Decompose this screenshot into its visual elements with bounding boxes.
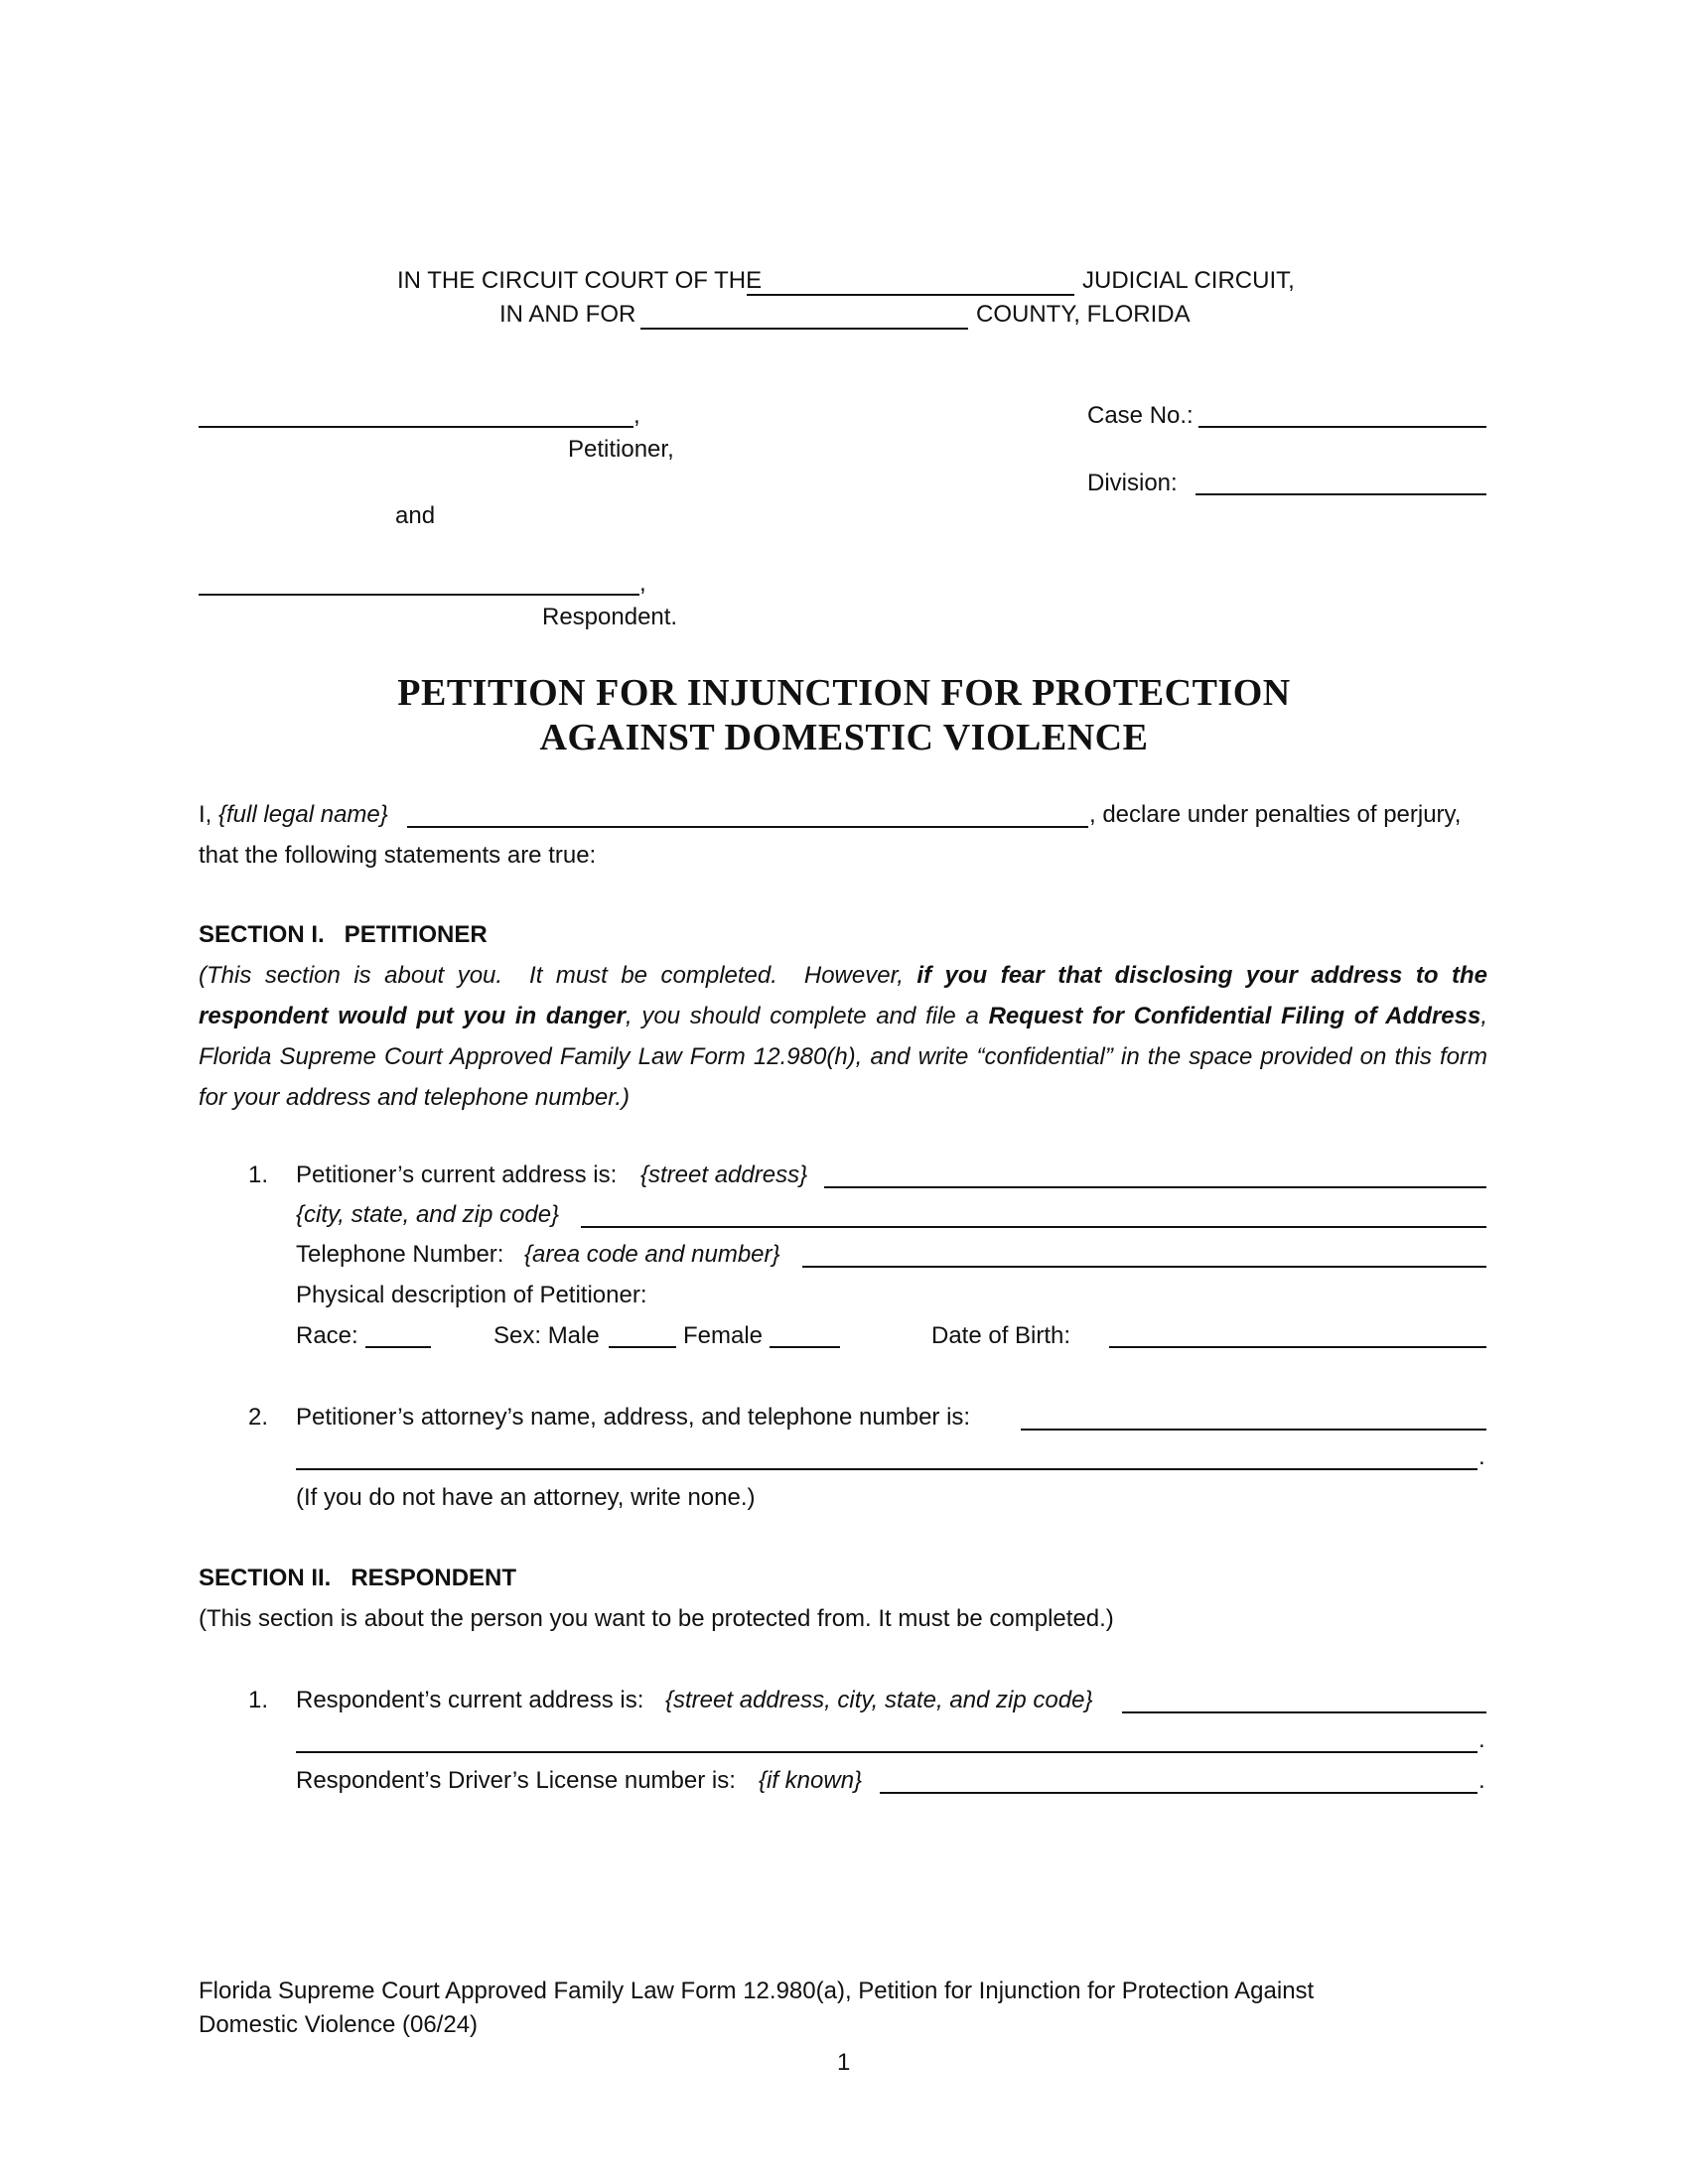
race-label: Race: <box>296 1322 358 1349</box>
judicial-circuit-field[interactable] <box>747 294 1074 296</box>
section2-item1-number: 1. <box>248 1687 269 1713</box>
petitioner-name-field[interactable] <box>199 426 633 428</box>
division-field[interactable] <box>1196 493 1486 495</box>
form-title-line2: AGAINST DOMESTIC VIOLENCE <box>539 717 1149 758</box>
female-label: Female <box>683 1322 764 1349</box>
attorney-note: (If you do not have an attorney, write none.) <box>296 1484 756 1511</box>
caption-court-suffix: JUDICIAL CIRCUIT, <box>1082 267 1295 294</box>
section1-intro-c: , you should complete and file a <box>625 1003 989 1029</box>
petitioner-city-state-zip-field[interactable] <box>581 1226 1486 1228</box>
case-no-label: Case No.: <box>1087 402 1194 429</box>
attorney-period: . <box>1478 1443 1485 1470</box>
petitioner-label: Petitioner, <box>568 436 674 463</box>
caption-court-prefix: IN THE CIRCUIT COURT OF THE <box>397 267 763 294</box>
caption-county-suffix: COUNTY, FLORIDA <box>976 301 1191 328</box>
section2-heading: SECTION II. RESPONDENT <box>199 1565 517 1591</box>
respondent-label: Respondent. <box>542 604 678 630</box>
declaration-line2: that the following statements are true: <box>199 842 597 869</box>
declaration-suffix: , declare under penalties of perjury, <box>1089 801 1462 828</box>
drivers-license-field[interactable] <box>880 1792 1477 1794</box>
respondent-comma: , <box>639 570 646 597</box>
and-label: and <box>395 502 436 529</box>
date-of-birth-field[interactable] <box>1109 1346 1486 1348</box>
physical-description-label: Physical description of Petitioner: <box>296 1282 647 1308</box>
attorney-info-field[interactable] <box>1021 1429 1486 1431</box>
license-hint: {if known} <box>759 1767 863 1794</box>
license-label: Respondent’s Driver’s License number is: <box>296 1767 736 1794</box>
respondent-address-field[interactable] <box>1122 1711 1486 1713</box>
city-state-zip-hint: {city, state, and zip code} <box>296 1201 560 1228</box>
license-period: . <box>1478 1767 1485 1794</box>
respondent-address-field-line2[interactable] <box>296 1751 1477 1753</box>
section2-intro: (This section is about the person you want to be protected from. It must be completed.) <box>199 1605 1114 1632</box>
section1-intro <box>199 955 1487 1118</box>
section1-intro-a: (This section is about you. It must be completed. However, <box>199 962 917 989</box>
item1-number: 1. <box>248 1161 269 1188</box>
declaration-prefix: I, <box>199 801 212 828</box>
full-legal-name-field[interactable] <box>407 826 1088 828</box>
footer-line2: Domestic Violence (06/24) <box>199 2011 479 2038</box>
division-label: Division: <box>1087 470 1178 496</box>
petitioner-telephone-field[interactable] <box>802 1266 1486 1268</box>
section1-intro-request: Request for Confidential Filing of Address <box>988 1003 1481 1029</box>
date-of-birth-label: Date of Birth: <box>931 1322 1071 1349</box>
sex-female-field[interactable] <box>770 1346 840 1348</box>
item2-number: 2. <box>248 1404 269 1431</box>
street-address-hint: {street address} <box>640 1161 808 1188</box>
section1-intro-e: , Florida Supreme Court Approved Family Law Form 12.980(h), and write “confidential” in the space provided on this form for your address and telephone number.) <box>199 1003 1487 1111</box>
sex-male-field[interactable] <box>609 1346 676 1348</box>
section1-intro-danger: if you fear that disclosing your address to the respondent would put you in danger <box>199 962 1488 1029</box>
form-title-line1: PETITION FOR INJUNCTION FOR PROTECTION <box>397 672 1291 714</box>
footer-line1: Florida Supreme Court Approved Family Law Form 12.980(a), Petition for Injunction for Protection Against <box>199 1978 1315 2004</box>
section1-heading: SECTION I. PETITIONER <box>199 921 488 948</box>
telephone-label: Telephone Number: <box>296 1241 504 1268</box>
respondent-address-hint: {street address, city, state, and zip code} <box>665 1687 1093 1713</box>
attorney-label: Petitioner’s attorney’s name, address, and telephone number is: <box>296 1404 971 1431</box>
respondent-address-label: Respondent’s current address is: <box>296 1687 644 1713</box>
respondent-name-field[interactable] <box>199 594 639 596</box>
petitioner-comma: , <box>633 402 640 429</box>
race-field[interactable] <box>365 1346 431 1348</box>
petitioner-address-label: Petitioner’s current address is: <box>296 1161 618 1188</box>
county-field[interactable] <box>640 328 968 330</box>
caption-county-prefix: IN AND FOR <box>499 301 636 328</box>
petitioner-street-address-field[interactable] <box>824 1186 1486 1188</box>
attorney-info-field-line2[interactable] <box>296 1468 1477 1470</box>
page-number: 1 <box>837 2049 851 2076</box>
sex-male-label: Sex: Male <box>493 1322 600 1349</box>
case-no-field[interactable] <box>1198 426 1486 428</box>
respondent-address-period: . <box>1478 1726 1485 1753</box>
full-name-hint: {full legal name} <box>218 801 388 828</box>
area-code-hint: {area code and number} <box>524 1241 780 1268</box>
